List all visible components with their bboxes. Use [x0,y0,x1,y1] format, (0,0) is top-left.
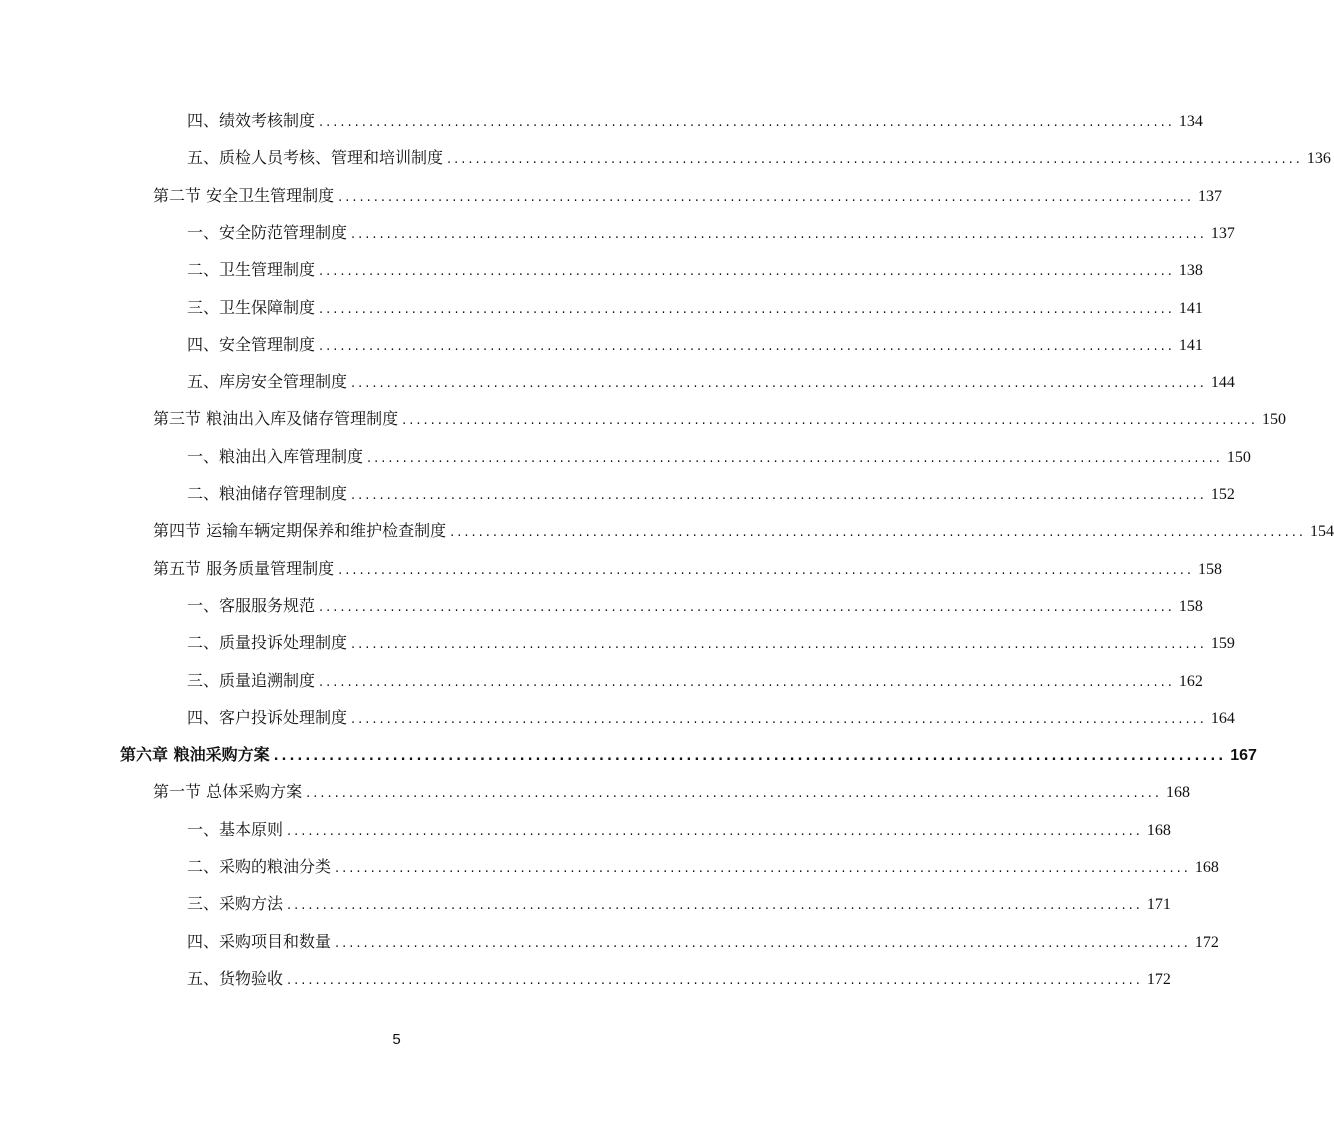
toc-entry-label: 三、卫生保障制度 [187,297,316,317]
toc-entry-page: 172 [1194,933,1219,951]
toc-entry-label: 一、基本原则 [187,819,284,839]
toc-entry[interactable] [187,854,1219,880]
toc-entry-page: 152 [1210,486,1235,503]
toc-entry[interactable] [187,444,1251,470]
toc-entry-label: 第六章 粮油采购方案 [120,745,270,765]
toc-entry[interactable] [153,556,1222,582]
toc-entry[interactable] [187,220,1235,246]
toc-leader-dots: ........................................................................................................................ [450,525,1306,541]
toc-entry-label: 二、质量投诉处理制度 [187,633,348,653]
toc-leader-dots: ........................................................................................................................ [335,935,1191,951]
toc-entry-page: 171 [1146,896,1171,914]
toc-leader-dots: ........................................................................................................................ [319,115,1175,130]
toc-entry-page: 164 [1210,709,1235,727]
toc-entry-page: 154 [1309,523,1334,541]
toc-entry-label: 四、采购项目和数量 [187,931,332,951]
toc-leader-dots: ........................................................................................................................ [287,898,1143,914]
toc-entry-page: 138 [1178,262,1203,280]
toc-entry[interactable] [187,257,1203,283]
toc-entry[interactable] [187,929,1219,955]
toc-entry[interactable] [120,742,1257,768]
toc-entry-label: 四、绩效考核制度 [187,111,316,130]
toc-leader-dots: ........................................................................................................................ [287,823,1143,839]
toc-entry[interactable] [187,966,1171,992]
toc-entry-page: 159 [1210,635,1235,653]
toc-entry-label: 四、安全管理制度 [187,334,316,354]
toc-leader-dots: ........................................................................................................................ [273,749,1227,765]
toc-leader-dots: ........................................................................................................................ [351,711,1207,727]
toc-entry[interactable] [187,630,1235,656]
toc-entry[interactable] [187,593,1203,619]
toc-entry-label: 第三节 粮油出入库及储存管理制度 [153,409,399,429]
toc-entry-page: 168 [1165,784,1190,802]
toc-entry-label: 二、粮油储存管理制度 [187,484,348,503]
toc-leader-dots: ........................................................................................................................ [319,338,1175,354]
toc-entry-label: 五、质检人员考核、管理和培训制度 [187,148,444,168]
toc-entry[interactable] [153,518,1334,544]
toc-entry-page: 168 [1194,859,1219,876]
toc-leader-dots: ........................................................................................................................ [319,301,1175,317]
toc-entry[interactable] [187,295,1203,321]
toc-entry-label: 四、客户投诉处理制度 [187,707,348,727]
toc-leader-dots: ........................................................................................................................ [402,413,1258,429]
toc-entry-page: 158 [1197,560,1222,578]
toc-leader-dots: ........................................................................................................................ [351,226,1207,242]
toc-entry-label: 一、安全防范管理制度 [187,222,348,242]
toc-entry[interactable] [153,406,1286,432]
toc-entry-page: 167 [1230,747,1257,765]
toc-entry-label: 二、卫生管理制度 [187,260,316,280]
toc-leader-dots: ........................................................................................................................ [351,376,1207,392]
toc-entry-page: 136 [1306,150,1331,168]
toc-entry-page: 141 [1178,299,1203,317]
toc-entry[interactable] [187,369,1235,395]
toc-entry-page: 137 [1197,187,1222,205]
toc-leader-dots: ........................................................................................................................ [319,674,1175,690]
toc-entry[interactable] [153,779,1190,805]
toc-entry-page: 172 [1146,970,1171,988]
toc-leader-dots: ........................................................................................................................ [447,152,1303,168]
toc-entry-page: 150 [1226,448,1251,466]
toc-entry[interactable] [187,668,1203,694]
toc-leader-dots: ........................................................................................................................ [367,450,1223,466]
toc-entry-page: 144 [1210,374,1235,392]
toc-entry[interactable] [153,183,1222,209]
toc-entry-label: 第四节 运输车辆定期保养和维护检查制度 [153,521,447,541]
toc-entry-label: 五、货物验收 [187,968,284,988]
toc-leader-dots: ........................................................................................................................ [351,637,1207,653]
toc-entry[interactable] [187,481,1235,507]
page-number: 5 [392,1031,401,1048]
toc-leader-dots: ........................................................................................................................ [306,786,1162,802]
toc-entry[interactable] [187,817,1171,843]
toc-entry[interactable] [187,891,1171,917]
toc-leader-dots: ........................................................................................................................ [335,861,1191,876]
toc-entry[interactable] [187,332,1203,358]
toc-entry-label: 第一节 总体采购方案 [153,782,303,802]
toc-entry-label: 二、采购的粮油分类 [187,857,332,876]
toc-leader-dots: ........................................................................................................................ [319,599,1175,615]
toc-entry-label: 三、质量追溯制度 [187,670,316,690]
toc-entry-label: 第二节 安全卫生管理制度 [153,185,335,205]
toc-entry[interactable] [187,145,1331,171]
toc-leader-dots: ........................................................................................................................ [287,972,1143,988]
toc-leader-dots: ........................................................................................................................ [319,264,1175,280]
toc-entry-page: 134 [1178,113,1203,130]
toc-entry-page: 137 [1210,224,1235,242]
toc-entry-page: 168 [1146,821,1171,839]
toc-entry[interactable] [187,705,1235,731]
toc-entry-page: 162 [1178,672,1203,690]
toc-leader-dots: ........................................................................................................................ [338,189,1194,205]
toc-leader-dots: ........................................................................................................................ [338,562,1194,578]
toc-entry-label: 五、库房安全管理制度 [187,372,348,392]
toc-entry-label: 一、客服服务规范 [187,595,316,615]
toc-entry-label: 三、采购方法 [187,894,284,914]
toc-entry-page: 150 [1261,411,1286,429]
toc-entry-label: 一、粮油出入库管理制度 [187,446,364,466]
toc-entry-page: 158 [1178,597,1203,615]
toc-entry-page: 141 [1178,336,1203,354]
toc-entry-label: 第五节 服务质量管理制度 [153,558,335,578]
toc-entry[interactable] [187,108,1203,134]
toc-leader-dots: ........................................................................................................................ [351,488,1207,503]
